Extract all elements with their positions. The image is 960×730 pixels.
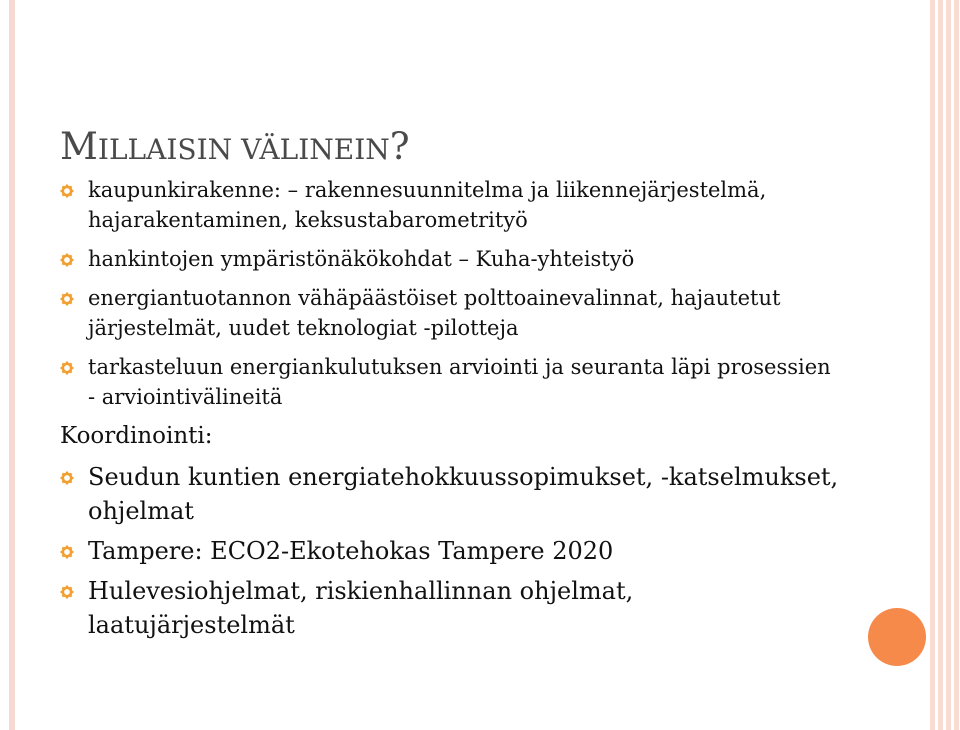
slide-title: MILLAISIN VÄLINEIN? — [60, 124, 410, 168]
bullet-item — [60, 244, 840, 274]
coordination-item — [60, 460, 840, 528]
gear-bullet-icon — [60, 361, 74, 375]
gear-bullet-icon — [60, 471, 74, 485]
coordination-text: Tampere: ECO2-Ekotehokas Tampere 2020 — [88, 537, 614, 565]
coordination-text: Hulevesiohjelmat, riskienhallinnan ohjelmat, laatujärjestelmät — [88, 577, 634, 639]
gear-bullet-icon — [60, 292, 74, 306]
coordination-item — [60, 574, 840, 642]
bullet-item — [60, 175, 840, 235]
coordination-text: Seudun kuntien energiatehokkuussopimukset, -katselmukset, ohjelmat — [88, 463, 839, 525]
right-decorative-border — [930, 0, 960, 730]
left-decorative-border — [9, 0, 15, 730]
coordination-item — [60, 534, 840, 568]
bullet-item — [60, 352, 840, 412]
accent-circle — [868, 608, 926, 666]
gear-bullet-icon — [60, 184, 74, 198]
bullet-item — [60, 283, 840, 343]
bullet-text: tarkasteluun energiankulutuksen arviointi ja seuranta läpi prosessien - arviointivälineitä — [88, 355, 831, 409]
bullet-text: kaupunkirakenne: – rakennesuunnitelma ja liikennejärjestelmä, hajarakentaminen, keksustabarometrityö — [88, 178, 767, 232]
gear-bullet-icon — [60, 585, 74, 599]
coordination-label: Koordinointi: — [60, 423, 213, 449]
slide-content — [60, 175, 840, 648]
gear-bullet-icon — [60, 253, 74, 267]
bullet-text: hankintojen ympäristönäkökohdat – Kuha-yhteistyö — [88, 247, 635, 271]
bullet-text: energiantuotannon vähäpäästöiset polttoainevalinnat, hajautetut järjestelmät, uudet teknologiat -pilotteja — [88, 286, 781, 340]
gear-bullet-icon — [60, 545, 74, 559]
